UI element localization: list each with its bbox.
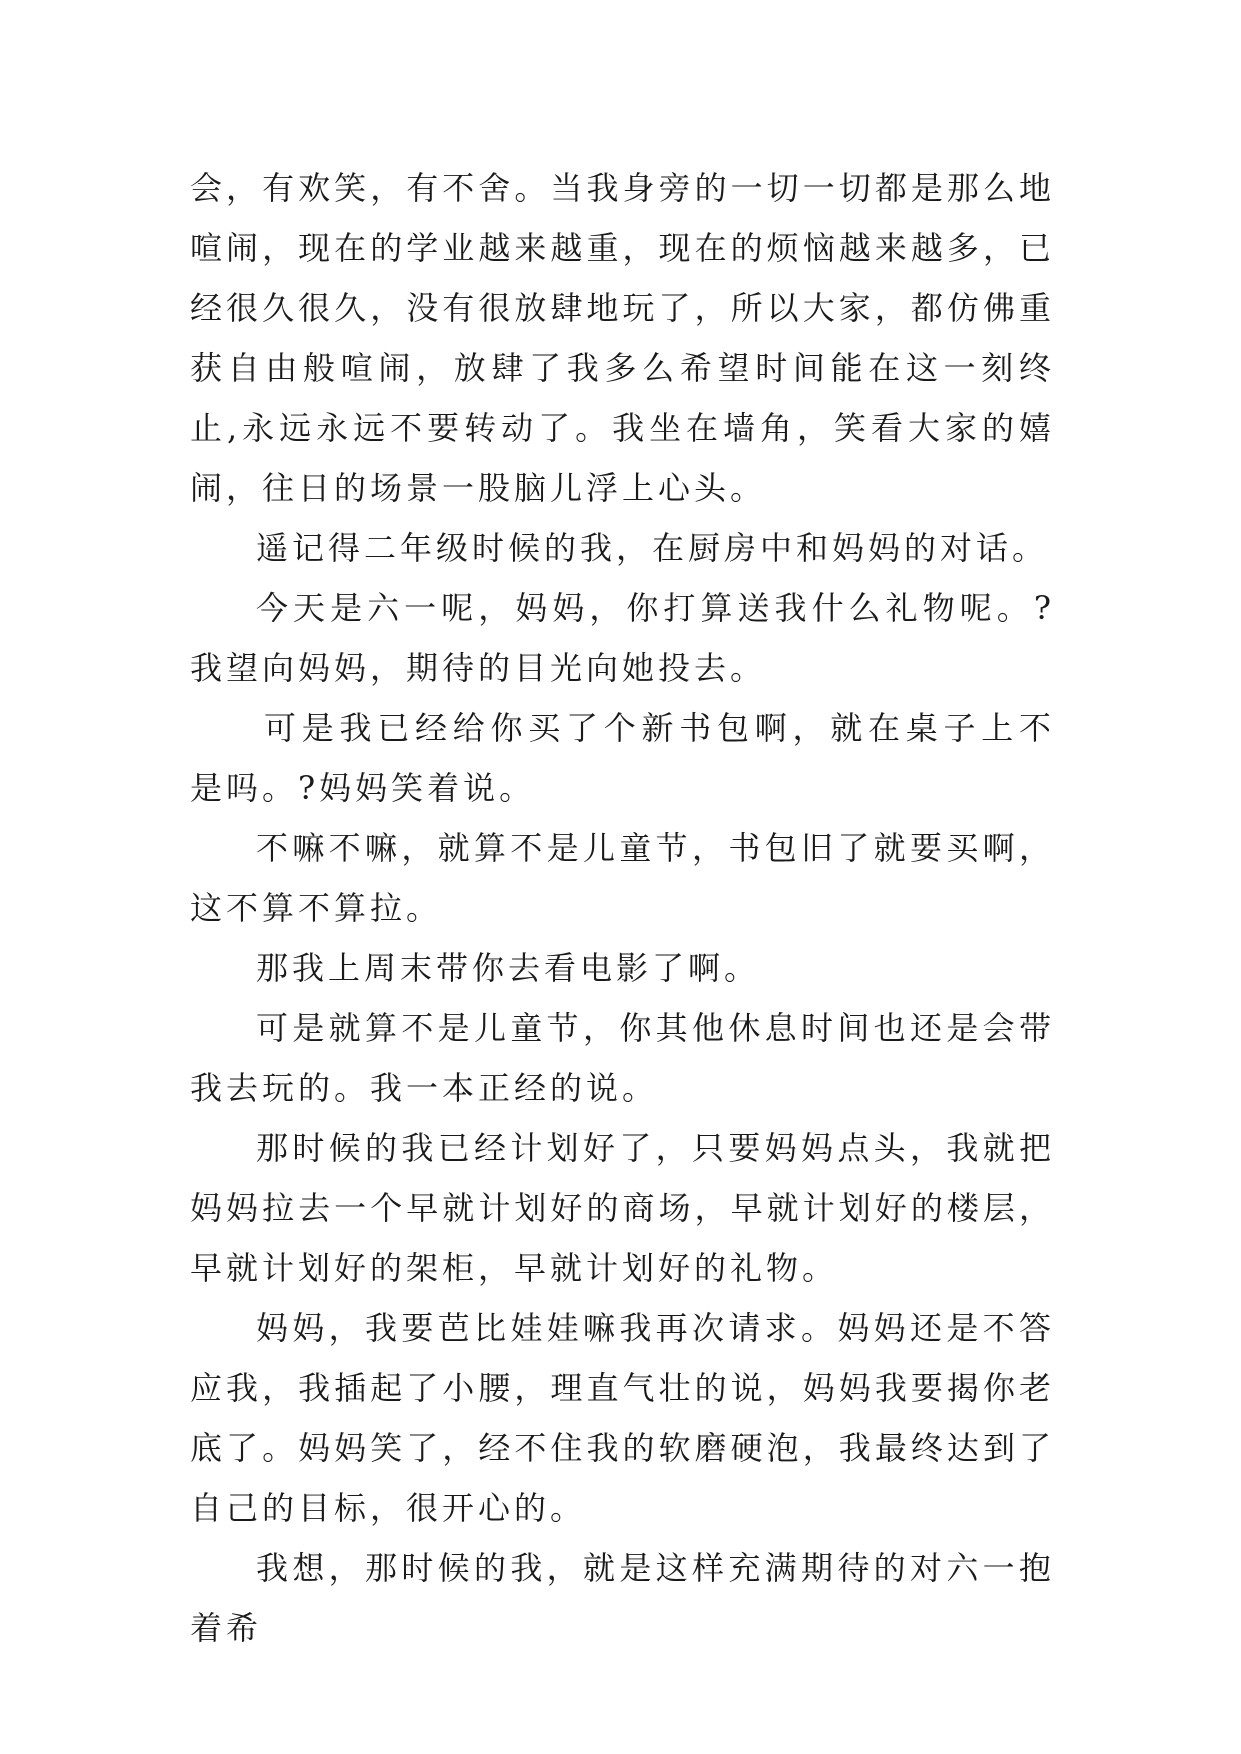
paragraph-2: 遥记得二年级时候的我，在厨房中和妈妈的对话。 bbox=[256, 529, 1049, 567]
paragraph-5: 不嘛不嘛，就算不是儿童节，书包旧了就要买啊，这不算不算拉。 bbox=[190, 829, 1055, 927]
paragraph-6: 那我上周末带你去看电影了啊。 bbox=[256, 949, 761, 987]
paragraph-3: 今天是六一呢，妈妈，你打算送我什么礼物呢。?我望向妈妈，期待的目光向她投去。 bbox=[190, 589, 1055, 687]
paragraph-7: 可是就算不是儿童节，你其他休息时间也还是会带我去玩的。我一本正经的说。 bbox=[190, 1009, 1055, 1107]
paragraph-10: 我想，那时候的我，就是这样充满期待的对六一抱着希 bbox=[190, 1549, 1055, 1647]
paragraph-4: 可是我已经给你买了个新书包啊，就在桌子上不是吗。?妈妈笑着说。 bbox=[190, 709, 1055, 807]
document-body bbox=[190, 158, 1055, 1658]
paragraph-1: 会，有欢笑，有不舍。当我身旁的一切一切都是那么地喧闹，现在的学业越来越重，现在的烦恼越来越多，已经很久很久，没有很放肆地玩了，所以大家，都仿佛重获自由般喧闹，放肆了我多么希望时间能在这一刻终止,永远永远不要转动了。我坐在墙角，笑看大家的嬉闹，往日的场景一股脑儿浮上心头。 bbox=[190, 169, 1055, 507]
paragraph-9: 妈妈，我要芭比娃娃嘛我再次请求。妈妈还是不答应我，我插起了小腰，理直气壮的说，妈妈我要揭你老底了。妈妈笑了，经不住我的软磨硬泡，我最终达到了自己的目标，很开心的。 bbox=[190, 1309, 1055, 1527]
paragraph-8: 那时候的我已经计划好了，只要妈妈点头，我就把妈妈拉去一个早就计划好的商场，早就计划好的楼层，早就计划好的架柜，早就计划好的礼物。 bbox=[190, 1129, 1055, 1287]
